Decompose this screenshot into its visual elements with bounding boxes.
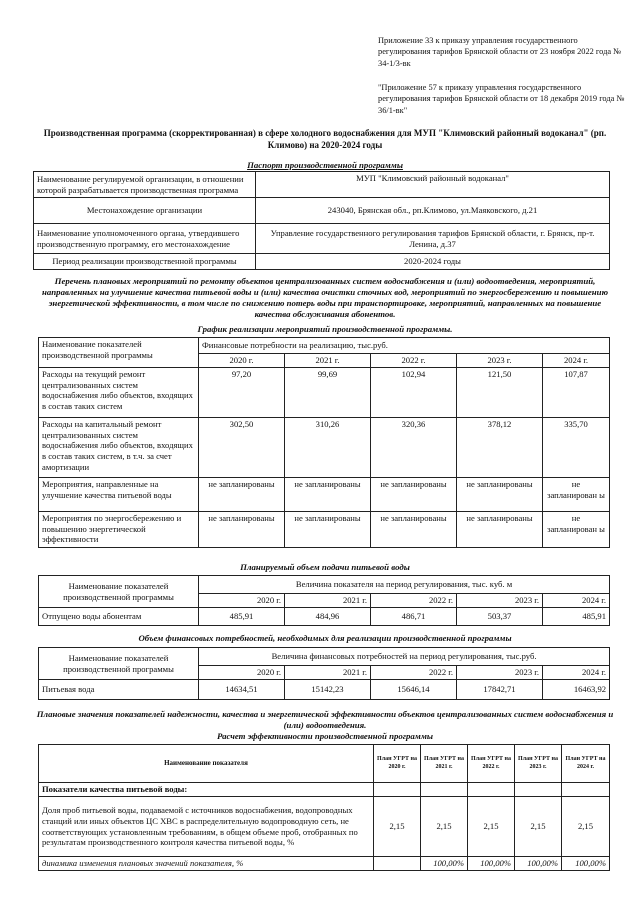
year-header: 2020 г. [199, 354, 285, 368]
passport-caption: Паспорт производственной программы [247, 160, 403, 170]
measure-value: не запланированы [371, 478, 457, 512]
plan-header: План УГРТ на 2021 г. [421, 745, 468, 783]
indicator-value: 2,15 [421, 797, 468, 857]
measures-caption-schedule: График реализации мероприятий производственной программы. [197, 324, 453, 334]
measure-value: не запланированы [199, 478, 285, 512]
dynamics-value: 100,00% [515, 857, 562, 871]
empty-cell [515, 783, 562, 797]
passport-value: МУП "Климовский районный водоканал" [256, 172, 610, 198]
year-header: 2021 г. [285, 354, 371, 368]
indicator-value: 2,15 [515, 797, 562, 857]
year-header: 2020 г. [199, 594, 285, 608]
supply-value: 486,71 [371, 608, 457, 626]
year-header: 2023 г. [457, 354, 543, 368]
measure-value: не запланированы [457, 512, 543, 548]
measure-value: 121,50 [457, 368, 543, 418]
passport-label: Наименование регулируемой организации, в отношении которой разрабатывается производственная программа [34, 172, 256, 198]
measure-value: 320,36 [371, 418, 457, 478]
year-header: 2021 г. [285, 666, 371, 680]
indicator-value: 2,15 [468, 797, 515, 857]
measure-value: 99,69 [285, 368, 371, 418]
finance-value: 16463,92 [543, 680, 610, 700]
measure-value: не запланированы [285, 478, 371, 512]
finance-header-group: Величина финансовых потребностей на период регулирования, тыс.руб. [199, 648, 610, 666]
plan-header: План УГРТ на 2023 г. [515, 745, 562, 783]
dynamics-value [374, 857, 421, 871]
dynamics-value: 100,00% [468, 857, 515, 871]
empty-cell [562, 783, 610, 797]
indicator-value: 2,15 [562, 797, 610, 857]
empty-cell [468, 783, 515, 797]
passport-value: 2020-2024 годы [256, 254, 610, 270]
year-header: 2021 г. [285, 594, 371, 608]
reliability-caption-efficiency: Расчет эффективности производственной программы [217, 731, 433, 741]
reliability-header-label: Наименование показателя [39, 745, 374, 783]
measure-value: не запланированы [457, 478, 543, 512]
year-header: 2022 г. [371, 666, 457, 680]
passport-label: Наименование уполномоченного органа, утвердившего производственную программу, его местонахождение [34, 224, 256, 254]
measure-value: 310,26 [285, 418, 371, 478]
finance-value: 15646,14 [371, 680, 457, 700]
measure-label: Расходы на текущий ремонт централизованных систем водоснабжения либо объектов, входящих в состав таких систем [39, 368, 199, 418]
measure-value: не запланированы [371, 512, 457, 548]
year-header: 2024 г. [543, 354, 610, 368]
measures-table [38, 337, 610, 548]
dynamics-value: 100,00% [562, 857, 610, 871]
passport-value: Управление государственного регулирования тарифов Брянской области, г. Брянск, пр-т. Ленина, д.37 [256, 224, 610, 254]
order-note-57: "Приложение 57 к приказу управления государственного регулирования тарифов Брянской области от 18 декабря 2019 года № 36/1-вк" [378, 83, 625, 115]
plan-header: План УГРТ на 2020 г. [374, 745, 421, 783]
indicator-value: 2,15 [374, 797, 421, 857]
finance-row-label: Питьевая вода [39, 680, 199, 700]
year-header: 2022 г. [371, 594, 457, 608]
empty-cell [374, 783, 421, 797]
section-label: Показатели качества питьевой воды: [39, 783, 374, 797]
measure-value: 335,70 [543, 418, 610, 478]
measure-value: 102,94 [371, 368, 457, 418]
measures-header-group: Финансовые потребности на реализацию, тыс.руб. [199, 338, 610, 354]
measure-value: 97,20 [199, 368, 285, 418]
supply-row-label: Отпущено воды абонентам [39, 608, 199, 626]
supply-value: 503,37 [457, 608, 543, 626]
finance-value: 14634,51 [199, 680, 285, 700]
passport-value: 243040, Брянская обл., рп.Климово, ул.Маяковского, д.21 [256, 198, 610, 224]
measure-value: 378,12 [457, 418, 543, 478]
indicator-label: Доля проб питьевой воды, подаваемой с источников водоснабжения, водопроводных станций или иных объектов ЦС ХВС в распределительную водопроводную сеть, не соответствующих установленным требованиям, в общем объеме проб, отобранных по результатам производственного контроля качества питьевой воды, % [39, 797, 374, 857]
year-header: 2024 г. [543, 666, 610, 680]
passport-table [33, 171, 610, 270]
measure-value: не запланирован ы [543, 478, 610, 512]
measure-value: не запланированы [199, 512, 285, 548]
finance-table [38, 647, 610, 700]
empty-cell [421, 783, 468, 797]
measures-header-label: Наименование показателей производственной программы [39, 338, 199, 368]
passport-label: Период реализации производственной программы [34, 254, 256, 270]
supply-value: 485,91 [543, 608, 610, 626]
measure-value: не запланирован ы [543, 512, 610, 548]
passport-label: Местонахождение организации [34, 198, 256, 224]
supply-header-label: Наименование показателей производственной программы [39, 576, 199, 608]
measure-value: не запланированы [285, 512, 371, 548]
year-header: 2020 г. [199, 666, 285, 680]
measures-caption: Перечень плановых мероприятий по ремонту объектов централизованных систем водоснабжения и (или) водоотведения, мероприятий, направленных на улучшение качества питьевой воды и (или) качества очистки сточных вод, мероприятий по энергосбережению и повышению энергетической эффективности, в том числе по снижению потерь воды при транспортировке, мероприятий, направленных на повышение качества обслуживания абонентов. [42, 276, 608, 319]
finance-value: 15142,23 [285, 680, 371, 700]
supply-value: 485,91 [199, 608, 285, 626]
reliability-caption: Плановые значения показателей надежности, качества и энергетической эффективности объектов централизованных систем водоснабжения и (или) водоотведения. [36, 709, 614, 731]
document-title: Производственная программа (скорректированная) в сфере холодного водоснабжения для МУП "Климовский районный водоканал" (рп. Климово) на 2020-2024 годы [43, 128, 607, 150]
measure-label: Расходы на капитальный ремонт централизованных систем водоснабжения либо объектов, входящих в состав таких систем, в т.ч. за счет амортизации [39, 418, 199, 478]
supply-value: 484,96 [285, 608, 371, 626]
measure-value: 302,50 [199, 418, 285, 478]
supply-table [38, 575, 610, 626]
dynamics-value: 100,00% [421, 857, 468, 871]
dynamics-label: динамика изменения плановых значений показателя, % [39, 857, 374, 871]
plan-header: План УГРТ на 2024 г. [562, 745, 610, 783]
plan-header: План УГРТ на 2022 г. [468, 745, 515, 783]
year-header: 2024 г. [543, 594, 610, 608]
finance-value: 17842,71 [457, 680, 543, 700]
year-header: 2023 г. [457, 666, 543, 680]
measure-value: 107,87 [543, 368, 610, 418]
finance-header-label: Наименование показателей производственной программы [39, 648, 199, 680]
measure-label: Мероприятия по энергосбережению и повышению энергетической эффективности [39, 512, 199, 548]
reliability-table [38, 744, 610, 871]
finance-caption: Объем финансовых потребностей, необходимых для реализации производственной программы [138, 633, 512, 643]
supply-caption: Планируемый объем подачи питьевой воды [240, 562, 410, 572]
order-note-33: Приложение 33 к приказу управления государственного регулирования тарифов Брянской области от 23 ноября 2022 года № 34-1/3-вк [378, 36, 622, 68]
year-header: 2023 г. [457, 594, 543, 608]
measure-label: Мероприятия, направленные на улучшение качества питьевой воды [39, 478, 199, 512]
year-header: 2022 г. [371, 354, 457, 368]
supply-header-group: Величина показателя на период регулирования, тыс. куб. м [199, 576, 610, 594]
